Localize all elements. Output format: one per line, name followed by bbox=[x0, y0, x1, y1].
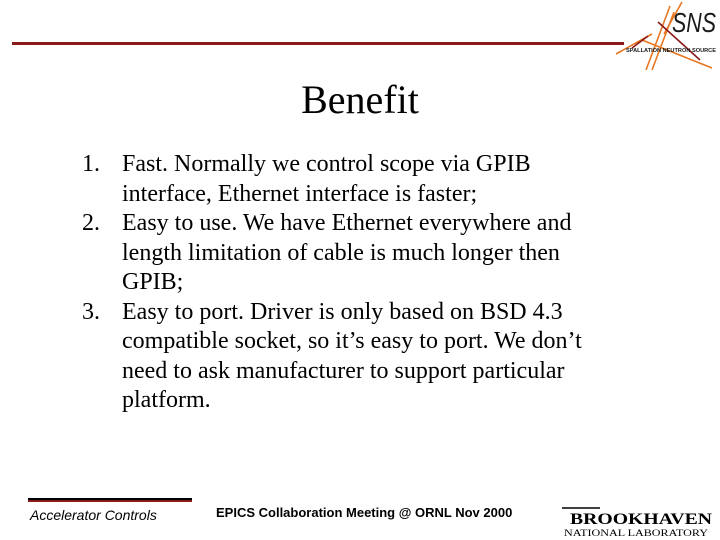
list-item-line: Easy to use. We have Ethernet everywhere and bbox=[122, 210, 572, 236]
brookhaven-logo-text: BROOKHAVEN bbox=[570, 511, 713, 528]
list-item-line: Easy to port. Driver is only based on BSD 4.3 bbox=[122, 298, 563, 325]
brookhaven-logo-subtext: NATIONAL LABORATORY bbox=[564, 528, 709, 538]
list-item-line: compatible socket, so it’s easy to port. We don’t bbox=[122, 328, 582, 354]
list-item-line: interface, Ethernet interface is faster; bbox=[122, 180, 478, 207]
list-item-number: 2. bbox=[82, 210, 100, 236]
sns-logo-icon bbox=[612, 0, 720, 72]
header-rule bbox=[12, 42, 624, 45]
list-item-line: length limitation of cable is much longer then bbox=[122, 239, 560, 266]
list-item-line: platform. bbox=[122, 387, 211, 413]
list-item bbox=[72, 150, 692, 209]
footer-left-text: Accelerator Controls bbox=[30, 507, 157, 523]
list-item-line: Fast. Normally we control scope via GPIB bbox=[122, 151, 531, 177]
sns-logo-subtext: SPALLATION NEUTRON SOURCE bbox=[626, 48, 717, 54]
list-item-number: 1. bbox=[82, 151, 100, 177]
slide-title-text: Benefit bbox=[301, 77, 419, 122]
sns-logo-text: SNS bbox=[672, 7, 717, 38]
brookhaven-logo-icon bbox=[560, 500, 716, 538]
slide-title bbox=[0, 74, 720, 126]
list-item-number: 3. bbox=[82, 298, 100, 325]
footer-center-text: EPICS Collaboration Meeting @ ORNL Nov 2000 bbox=[216, 505, 513, 520]
footer-rule-accent bbox=[28, 500, 192, 502]
list-item bbox=[72, 209, 692, 298]
list-item-line: GPIB; bbox=[122, 269, 184, 295]
list-item bbox=[72, 298, 692, 416]
list-item-line: need to ask manufacturer to support particular bbox=[122, 357, 565, 384]
benefit-list bbox=[72, 150, 692, 416]
